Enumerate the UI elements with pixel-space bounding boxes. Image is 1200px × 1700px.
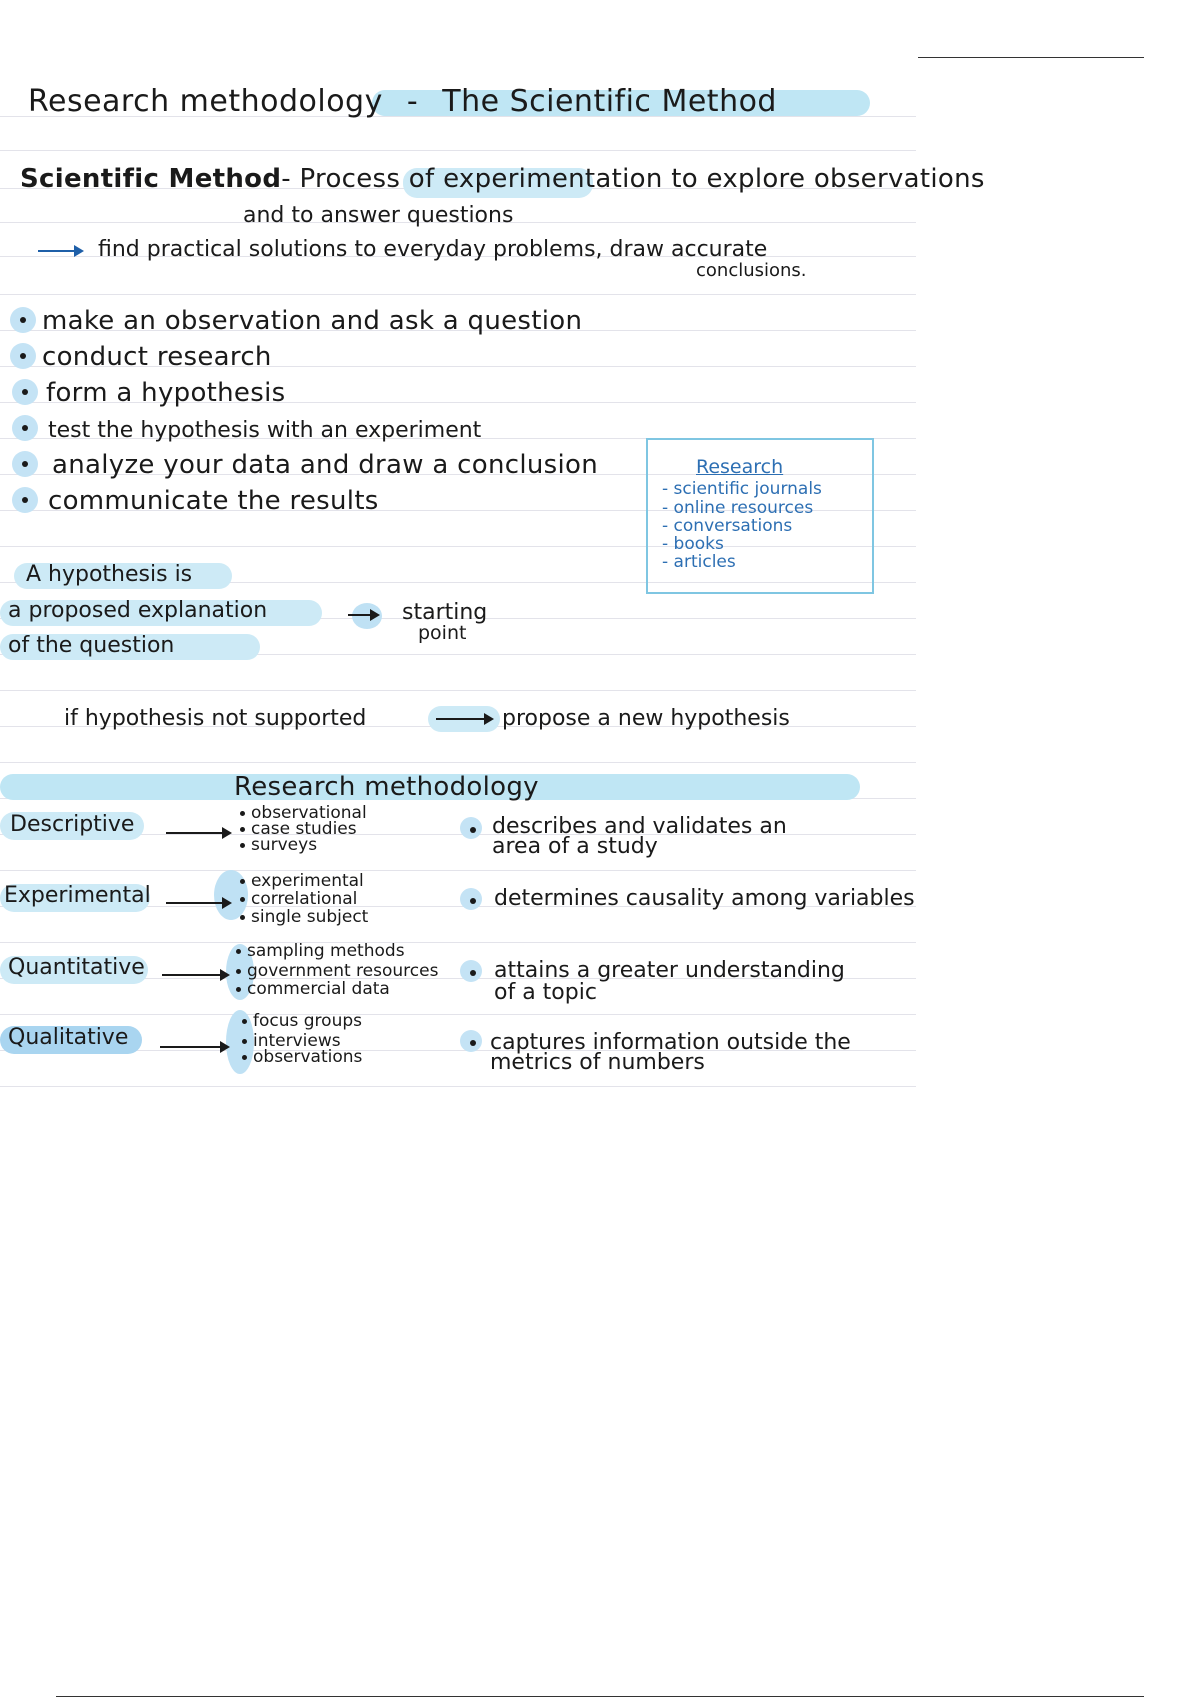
- ruled-line: [0, 294, 916, 295]
- method-name: Experimental: [4, 883, 151, 908]
- bullet-icon: [460, 1030, 482, 1052]
- arrow-right-icon: [160, 1046, 228, 1048]
- research-box-item: - books: [662, 534, 724, 554]
- step-item: make an observation and ask a question: [42, 306, 583, 336]
- method-example: [242, 1012, 362, 1030]
- research-box-title: Research: [696, 456, 784, 478]
- ruled-line: [0, 1014, 916, 1015]
- definition-term: Scientific Method: [20, 164, 282, 194]
- methodology-title: Research methodology: [234, 772, 539, 802]
- method-example: [240, 890, 357, 908]
- definition-purpose-continued: conclusions.: [696, 260, 807, 281]
- hypothesis-line-1: A hypothesis is: [26, 562, 193, 587]
- step-item: analyze your data and draw a conclusion: [52, 450, 598, 480]
- method-description-continued: of a topic: [494, 980, 597, 1005]
- research-item-text: scientific journals: [673, 479, 822, 499]
- definition-sep: -: [281, 164, 291, 194]
- hypothesis-line-2: a proposed explanation: [8, 598, 268, 623]
- bullet-icon: [460, 888, 482, 910]
- research-box-item: - conversations: [662, 516, 793, 536]
- research-box: [646, 438, 874, 594]
- bullet-icon: [460, 960, 482, 982]
- hypothesis-line-3: of the question: [8, 633, 175, 658]
- definition-text-a: Process of: [299, 164, 435, 194]
- arrow-right-icon: [436, 718, 492, 720]
- ruled-line: [0, 150, 916, 151]
- title-left: Research methodology: [28, 84, 383, 119]
- title-right: The Scientific Method: [442, 84, 777, 119]
- method-example: [242, 1048, 362, 1066]
- top-rule-line: [918, 57, 1144, 58]
- method-example-text: single subject: [251, 907, 369, 927]
- bullet-icon: [460, 817, 482, 839]
- research-item-text: conversations: [673, 516, 793, 536]
- method-example-text: surveys: [251, 835, 318, 855]
- ruled-line: [0, 762, 916, 763]
- method-name: Qualitative: [8, 1025, 129, 1050]
- arrow-right-icon: [166, 902, 230, 904]
- method-example-text: correlational: [251, 889, 358, 909]
- method-example-text: commercial data: [247, 979, 390, 999]
- arrow-right-icon: [162, 974, 228, 976]
- bullet-icon: [12, 451, 38, 477]
- definition-line-1: [20, 164, 985, 194]
- research-box-item: - online resources: [662, 498, 814, 518]
- title-dash: -: [406, 84, 419, 119]
- method-example: [240, 836, 317, 854]
- method-description: determines causality among variables: [494, 886, 915, 911]
- arrow-right-icon: [166, 832, 230, 834]
- hypothesis-result-continued: point: [418, 622, 467, 644]
- method-description-continued: metrics of numbers: [490, 1050, 705, 1075]
- bottom-rule-line: [56, 1696, 1144, 1697]
- method-description-continued: area of a study: [492, 834, 658, 859]
- definition-text-b: to explore observations: [671, 164, 985, 194]
- method-example: [236, 942, 405, 960]
- method-description: describes and validates an: [492, 814, 787, 839]
- definition-line-2: and to answer questions: [243, 203, 514, 228]
- ruled-line: [0, 942, 916, 943]
- definition-purpose: find practical solutions to everyday problems, draw accurate: [98, 237, 768, 262]
- bullet-icon: [12, 415, 38, 441]
- ruled-line: [0, 870, 916, 871]
- method-example-text: observational: [251, 803, 367, 823]
- research-item-text: books: [673, 534, 724, 554]
- definition-highlight-word: experimentation: [443, 164, 663, 194]
- step-item: form a hypothesis: [46, 378, 286, 408]
- hypothesis-result: starting: [402, 600, 488, 625]
- method-description: captures information outside the: [490, 1030, 851, 1055]
- method-example-text: government resources: [247, 961, 439, 981]
- method-name: Descriptive: [10, 812, 135, 837]
- arrow-right-icon: [38, 250, 82, 252]
- method-name: Quantitative: [8, 955, 145, 980]
- page-title: [28, 84, 777, 119]
- bullet-icon: [12, 487, 38, 513]
- bullet-icon: [10, 307, 36, 333]
- step-item: test the hypothesis with an experiment: [48, 418, 482, 443]
- not-supported-result: propose a new hypothesis: [502, 706, 790, 731]
- method-example-text: sampling methods: [247, 941, 405, 961]
- method-description: attains a greater understanding: [494, 958, 845, 983]
- method-example-text: observations: [253, 1047, 363, 1067]
- method-example: [240, 872, 364, 890]
- research-box-item: - scientific journals: [662, 479, 822, 499]
- method-example: [236, 980, 390, 998]
- bullet-icon: [10, 343, 36, 369]
- not-supported-condition: if hypothesis not supported: [64, 706, 367, 731]
- step-item: conduct research: [42, 342, 272, 372]
- step-item: communicate the results: [48, 486, 379, 516]
- arrow-right-icon: [348, 614, 378, 616]
- method-example-text: case studies: [251, 819, 357, 839]
- ruled-line: [0, 690, 916, 691]
- ruled-line: [0, 1086, 916, 1087]
- method-example: [236, 962, 438, 980]
- research-item-text: online resources: [673, 498, 814, 518]
- method-example-text: interviews: [253, 1031, 341, 1051]
- research-item-text: articles: [673, 552, 736, 572]
- research-box-item: - articles: [662, 552, 736, 572]
- method-example-text: experimental: [251, 871, 364, 891]
- method-example: [240, 908, 368, 926]
- method-example-text: focus groups: [253, 1011, 362, 1031]
- bullet-icon: [12, 379, 38, 405]
